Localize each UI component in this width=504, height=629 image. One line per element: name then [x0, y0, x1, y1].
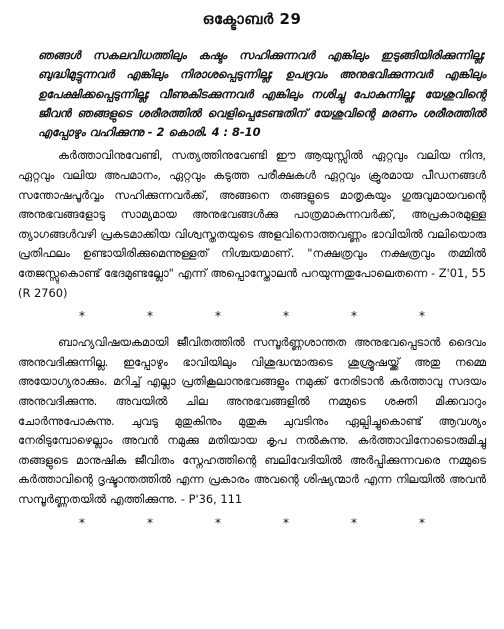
separator-star: * [351, 515, 357, 530]
separator-star: * [419, 515, 425, 530]
separator-stars [18, 309, 486, 323]
paragraph-1: കർത്താവിനുവേണ്ടി, സത്യത്തിനുവേണ്ടി ഈ ആയുസ്സിൽ ഏറ്റവും വലിയ നിന്ദ, ഏറ്റവും വലിയ അപമാനം, ഏറ്റവും കടുത്ത പരീക്ഷകൾ ഏറ്റവും ക്രൂരമായ പീഡനങ്ങൾ സന്തോഷപൂർവ്വം സഹിക്കുന്നവർക്ക്, അങ്ങനെ തങ്ങളുടെ മാതൃകയും ഗുരുവുമായവന്റെ അനുഭവങ്ങളോടു സാമ്യമായ അനുഭവങ്ങൾക്കു പാത്രമാകുന്നവർക്ക്, അപ്രകാരമുള്ള ത്യാഗങ്ങൾവഴി പ്രകടമാക്കിയ വിശ്വസ്തതയുടെ അളവിനൊത്തവണ്ണം ഭാവിയിൽ വലിയൊരു പ്രതിഫലം ഉണ്ടായിരിക്കുമെന്നുള്ളത് നിശ്ചയമാണ്. "നക്ഷത്രവും നക്ഷത്രവും തമ്മിൽ തേജസ്സുകൊണ്ട് ഭേദമുണ്ടല്ലോ" എന്ന് അപ്പൊസ്തോലൻ പറയുന്നതുപോലെതന്നെ - Z'01, 55 (R 2760) [18, 148, 486, 300]
separator-star: * [351, 309, 357, 324]
paragraph-2: ബാഹ്യവിഷയകമായി ജീവിതത്തിൽ സമ്പൂർണ്ണശാന്തത അനുഭവപ്പെടാൻ ദൈവം അനുവദിക്കുന്നില്ല. ഇപ്പോഴും ഭാവിയിലും വിശുദ്ധന്മാരുടെ ശുശ്രൂഷയ്ക്ക് അതു നമ്മെ അയോഗ്യരാക്കും. മറിച്ച് എല്ലാ പ്രതികൂലാനുഭവങ്ങളും നമുക്ക് നേരിടാൻ കർത്താവു സദയം അനുവദിക്കുന്നു. അവയിൽ ചില അനുഭവങ്ങളിൽ നമ്മുടെ ശക്തി മിക്കവാറും ചോർന്നുപോകുന്നു. ചുവടു മുതുകിനും മുതുകു ചുവടിനും ഏല്പിച്ചുകൊണ്ട് ആവശ്യം നേരിടുമ്പോഴെല്ലാം അവൻ നമുക്കു മതിയായ കൃപ നൽകുന്നു. കർത്താവിനോടൊരുമിച്ചു തങ്ങളുടെ മാനുഷിക ജീവിതം സ്നേഹത്തിന്റെ ബലിവേദിയിൽ അർപ്പിക്കുന്നവരെ നമ്മുടെ കർത്താവിന്റെ ദൃഷ്ടാന്തത്തിൽ എന്ന പ്രകാരം അവന്റെ ശിഷ്യന്മാർ എന്ന നിലയിൽ അവൻ സമ്പൂർണ്ണതയിൽ എത്തിക്കുന്നു. - P'36, 111 [18, 335, 486, 506]
page-title: ഒക്ടോബർ 29 [202, 10, 302, 28]
separator-star: * [147, 309, 153, 324]
separator-star: * [215, 515, 221, 530]
scripture-verse: ഞങ്ങൾ സകലവിധത്തിലും കഷ്ടം സഹിക്കുന്നവർ എങ്കിലും ഇടുങ്ങിയിരിക്കുന്നില്ല; ബുദ്ധിമുട്ടുന്നവർ എങ്കിലും നിരാശപ്പെടുന്നില്ല; ഉപദ്രവം അനുഭവിക്കുന്നവർ എങ്കിലും ഉപേക്ഷിക്കപ്പെടുന്നില്ല; വീണുകിടക്കുന്നവർ എങ്കിലും നശിച്ചു പോകുന്നില്ല; യേശുവിന്റെ ജീവൻ ഞങ്ങളുടെ ശരീരത്തിൽ വെളിപ്പെടേണ്ടതിന് യേശുവിന്റെ മരണം ശരീരത്തിൽ എപ്പോഴും വഹിക്കുന്നു - 2 കൊരി. 4 : 8-10 [38, 48, 486, 140]
separator-star: * [215, 309, 221, 324]
separator-stars-bottom [18, 516, 486, 530]
separator-star: * [79, 515, 85, 530]
separator-star: * [283, 515, 289, 530]
separator-star: * [283, 309, 289, 324]
separator-star: * [147, 515, 153, 530]
separator-star: * [419, 309, 425, 324]
separator-star: * [79, 309, 85, 324]
